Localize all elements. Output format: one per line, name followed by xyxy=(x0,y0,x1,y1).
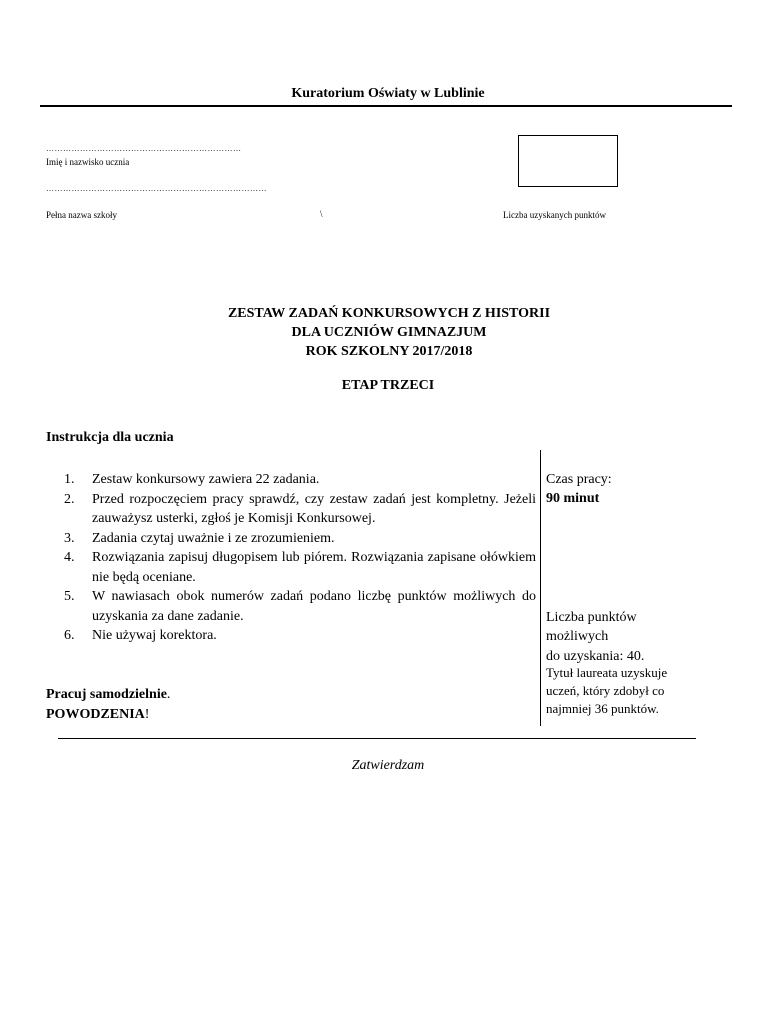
title-line-3: ROK SZKOLNY 2017/2018 xyxy=(305,344,473,359)
instructions-heading: Instrukcja dla ucznia xyxy=(46,430,174,445)
instruction-number: 4. xyxy=(64,550,75,565)
school-name-label: Pełna nazwa szkoły xyxy=(46,210,117,220)
school-name-field[interactable]: …………………………………………………………………… xyxy=(46,184,267,193)
instruction-number: 1. xyxy=(64,472,75,487)
good-luck-note xyxy=(46,705,170,725)
points-possible-line-2: możliwych xyxy=(546,629,609,644)
instruction-item xyxy=(46,587,536,626)
instruction-text: Przed rozpoczęciem pracy sprawdź, czy zestaw zadań jest kompletny. Jeżeli zauważysz usterki, zgłoś je Komisji Konkursowej. xyxy=(92,491,536,526)
title-line-2: DLA UCZNIÓW GIMNAZJUM xyxy=(291,325,487,340)
header-title: Kuratorium Oświaty w Lublinie xyxy=(291,86,485,101)
work-alone-dot: . xyxy=(166,687,171,702)
title-line-1: ZESTAW ZADAŃ KONKURSOWYCH Z HISTORII xyxy=(227,306,551,321)
points-possible-line-3: do uzyskania: 40. xyxy=(546,649,645,664)
approval-label: Zatwierdzam xyxy=(351,758,425,773)
stage-title: ETAP TRZECI xyxy=(341,378,435,393)
instruction-text: Rozwiązania zapisuj długopisem lub piórem. Rozwiązania zapisane ołówkiem nie będą oceniane. xyxy=(92,550,536,585)
instruction-number: 5. xyxy=(64,589,75,604)
points-score-box[interactable] xyxy=(518,135,618,187)
student-name-field[interactable]: …………………………………………………………… xyxy=(46,144,242,153)
separator-mark: \ xyxy=(320,209,323,219)
instructions-list xyxy=(46,470,536,646)
instruction-item xyxy=(46,529,536,549)
instruction-text: Nie używaj korektora. xyxy=(92,628,217,643)
instruction-item xyxy=(46,490,536,529)
work-alone-text: Pracuj samodzielnie xyxy=(46,687,167,702)
good-luck-mark: ! xyxy=(144,706,150,722)
instruction-text: Zadania czytaj uważnie i ze zrozumieniem. xyxy=(92,530,335,546)
good-luck-text: POWODZENIA xyxy=(46,706,145,722)
laureate-line-1: Tytuł laureata uzyskuje xyxy=(546,665,668,680)
points-possible-line-1: Liczba punktów xyxy=(546,610,637,625)
instruction-text: W nawiasach obok numerów zadań podano liczbę punktów możliwych do uzyskania za dane zadanie. xyxy=(92,589,536,624)
instruction-number: 2. xyxy=(64,491,75,507)
main-title xyxy=(0,304,768,361)
footer-divider xyxy=(58,738,696,739)
instruction-item xyxy=(46,548,536,587)
instruction-number: 6. xyxy=(64,628,75,643)
instruction-item xyxy=(46,626,536,646)
student-name-label: Imię i nazwisko ucznia xyxy=(46,157,130,167)
instruction-item xyxy=(46,470,536,490)
closing-notes xyxy=(46,685,170,724)
column-divider xyxy=(540,450,541,726)
points-label: Liczba uzyskanych punktów xyxy=(503,210,606,220)
instruction-text: Zestaw konkursowy zawiera 22 zadania. xyxy=(92,472,320,487)
time-value: 90 minut xyxy=(546,491,600,506)
laureate-line-2: uczeń, który zdobył co xyxy=(546,683,665,698)
time-label: Czas pracy: xyxy=(546,472,612,487)
instruction-number: 3. xyxy=(64,530,75,546)
laureate-line-3: najmniej 36 punktów. xyxy=(546,701,659,716)
header-divider xyxy=(40,105,732,107)
work-alone-note xyxy=(46,685,170,705)
